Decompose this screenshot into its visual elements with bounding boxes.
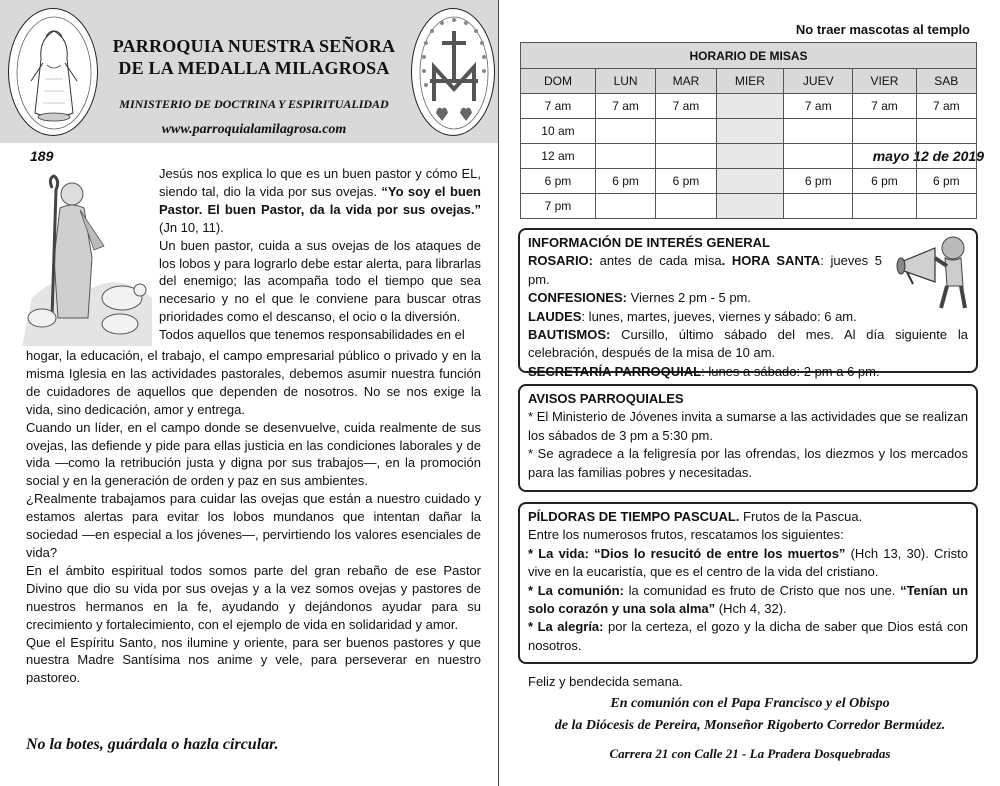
parish-address: Carrera 21 con Calle 21 - La Pradera Dosquebradas (609, 746, 891, 761)
reflection-paragraph-3-start: Todos aquellos que tenemos responsabilidades en el (159, 327, 465, 343)
communion-line-2: de la Diócesis de Pereira, Monseñor Rigoberto Corredor Bermúdez. (554, 718, 946, 733)
parish-title-line2: DE LA MEDALLA MILAGROSA (118, 58, 390, 78)
parish-notices-box (518, 384, 978, 492)
good-shepherd-image (22, 168, 156, 346)
schedule-row (521, 169, 977, 194)
page-divider (498, 0, 499, 786)
schedule-cell: 6 pm (656, 169, 716, 194)
schedule-cell (784, 119, 853, 144)
schedule-caption: HORARIO DE MISAS (521, 43, 977, 69)
schedule-cell (716, 119, 784, 144)
no-pets-notice: No traer mascotas al templo (795, 22, 970, 37)
schedule-row (521, 119, 977, 144)
easter-pills-intro: Entre los numerosos frutos, rescatamos los siguientes: (528, 527, 844, 543)
good-shepherd-icon (22, 168, 156, 346)
mass-schedule-table (520, 42, 977, 219)
schedule-cell: 6 pm (521, 169, 596, 194)
schedule-cell: 7 am (784, 94, 853, 119)
notice-item: * Se agradece a la feligresía por las ofrendas, los diezmos y los mercados para las familias pobres y necesitadas. (528, 446, 968, 480)
easter-pills-box (518, 502, 978, 664)
parish-title-line1: PARROQUIA NUESTRA SEÑORA (112, 36, 396, 56)
schedule-cell (784, 144, 853, 169)
schedule-cell (853, 194, 916, 219)
reflection-paragraph-7: Que el Espíritu Santo, nos ilumine y oriente, para ser buenos pastores y que nuestra Madre Santísima nos anime y vele, para perseverar en nuestro pastoreo. (26, 634, 481, 686)
schedule-cell (716, 144, 784, 169)
pill-item-comunion: * La comunión: la comunidad es fruto de Cristo que nos une. “Tenían un solo corazón y una sola alma” (Hch 4, 32). (528, 582, 969, 617)
info-laudes: LAUDES: lunes, martes, jueves, viernes y sábado: 6 am. (528, 308, 857, 324)
schedule-cell (784, 194, 853, 219)
communion-line-1: En comunión con el Papa Francisco y el Obispo (610, 696, 890, 711)
bulletin-header (0, 0, 498, 143)
cross-m-monogram-icon (412, 9, 495, 136)
schedule-cell: 10 am (521, 119, 596, 144)
schedule-row (521, 144, 977, 169)
reflection-paragraph-3-rest: hogar, la educación, el trabajo, el campo empresarial público o privado y en la misma Iglesia en las actividades pastorales, debemos asumir nuestra función de cuidadores de aquellos que dependen de nosotros. No se nos exige la vida, sino dedicación, amor y entrega. (26, 348, 481, 417)
medal-virgin-image (8, 8, 98, 136)
ministry-subtitle: MINISTERIO DE DOCTRINA Y ESPIRITUALIDAD (119, 97, 389, 111)
schedule-row (521, 194, 977, 219)
day-header: VIER (853, 69, 916, 94)
schedule-cell (716, 169, 784, 194)
scripture-quote: “Yo soy el buen Pastor. El buen Pastor, da la vida por sus ovejas.” (159, 183, 481, 217)
schedule-cell: 6 pm (853, 169, 916, 194)
schedule-cell: 12 am (521, 144, 596, 169)
bulletin-date: mayo 12 de 2019 (872, 148, 984, 164)
schedule-cell: 7 am (595, 94, 655, 119)
day-header: MIER (716, 69, 784, 94)
schedule-cell: 7 am (916, 94, 976, 119)
day-header: SAB (916, 69, 976, 94)
general-info-title: INFORMACIÓN DE INTERÉS GENERAL (528, 235, 770, 250)
info-rosario: ROSARIO: antes de cada misa. HORA SANTA: jueves 5 pm. (528, 253, 882, 287)
schedule-cell (716, 94, 784, 119)
schedule-cell (853, 144, 916, 169)
schedule-row (521, 94, 977, 119)
easter-pills-title: PÍLDORAS DE TIEMPO PASCUAL. Frutos de la Pascua. (528, 509, 863, 524)
medal-cross-m-image (411, 8, 495, 136)
day-header: MAR (656, 69, 716, 94)
schedule-cell (716, 194, 784, 219)
schedule-cell (595, 144, 655, 169)
reflection-body (26, 347, 481, 687)
info-secretaria: SECRETARÍA PARROQUIAL: lunes a sábado: 2 pm a 6 pm. (528, 363, 880, 379)
day-header: LUN (595, 69, 655, 94)
day-header: DOM (521, 69, 596, 94)
parish-website: www.parroquialamilagrosa.com (161, 122, 347, 137)
reflection-paragraph-5: ¿Realmente trabajamos para cuidar las ovejas que están a nuestro cuidado y estamos alertas para evitar los lobos mundanos que intentan dañar la sociedad —en especial a los jóvenes—, pervirtiendo los valores esenciales de vida? (26, 491, 481, 560)
schedule-cell (916, 119, 976, 144)
notice-item: * El Ministerio de Jóvenes invita a sumarse a las actividades que se realizan los sábados de 3 pm a 5:30 pm. (528, 409, 968, 443)
schedule-cell (656, 144, 716, 169)
schedule-cell: 6 pm (784, 169, 853, 194)
reflection-intro (159, 165, 481, 344)
virgin-mary-icon (9, 9, 98, 136)
schedule-days-row (521, 69, 977, 94)
schedule-cell (853, 119, 916, 144)
schedule-cell: 7 pm (521, 194, 596, 219)
reflection-paragraph-6: En el ámbito espiritual todos somos parte del gran rebaño de ese Pastor Divino que dio su vida por sus ovejas y a la vez somos ovejas y pastores de nuestros hermanos en la fe, ayudando y dejándonos ayudar para su crecimiento y fortalecimiento, con el ejemplo de vida en solidaridad y amor. (26, 562, 481, 632)
megaphone-icon (895, 232, 977, 310)
schedule-cell: 7 am (853, 94, 916, 119)
pill-item-alegria: * La alegría: por la certeza, el gozo y la dicha de saber que Dios está con nosotros. (528, 619, 968, 653)
schedule-cell (656, 194, 716, 219)
info-confesiones: CONFESIONES: Viernes 2 pm - 5 pm. (528, 290, 752, 306)
schedule-cell (916, 144, 976, 169)
pill-item-vida: * La vida: “Dios lo resucitó de entre los muertos” (Hch 13, 30). Cristo vive en la eucaristía, que es el centro de la vida del cristiano. (528, 545, 968, 580)
megaphone-figure-image (895, 232, 977, 310)
schedule-cell: 7 am (521, 94, 596, 119)
parish-notices-title: AVISOS PARROQUIALES (528, 391, 684, 406)
info-bautismos: BAUTISMOS: Cursillo, último sábado del mes. Al día siguiente la celebración, después de la misa de 10 am. (528, 327, 968, 361)
schedule-cell (656, 119, 716, 144)
schedule-cell: 6 pm (916, 169, 976, 194)
schedule-cell: 6 pm (595, 169, 655, 194)
keep-bulletin-note: No la botes, guárdala o hazla circular. (26, 736, 279, 753)
schedule-cell (595, 194, 655, 219)
reflection-paragraph-2: Un buen pastor, cuida a sus ovejas de los ataques de los lobos y para lograrlo debe estar alerta, para librarlas del enemigo; las acompaña todo el tiempo que sea necesario y no el que le conviene para buscar otras prioridades como el descanso, el ocio o la diversión. (159, 237, 481, 325)
closing-greeting: Feliz y bendecida semana. (528, 674, 683, 689)
schedule-cell (916, 194, 976, 219)
reflection-paragraph-4: Cuando un líder, en el campo donde se desenvuelve, cuida realmente de sus ovejas, las defiende y pide para ellas justicia en las condiciones laborales y de vida —como la retribución justa y digna por sus trabajos—, en la promoción social y en la generación de orden y paz en sus ambientes. (26, 419, 481, 489)
schedule-cell: 7 am (656, 94, 716, 119)
schedule-cell (595, 119, 655, 144)
reflection-paragraph-1: Jesús nos explica lo que es un buen pastor y cómo EL, siendo tal, dio la vida por sus ovejas. “Yo soy el buen Pastor. El buen Pastor, da la vida por sus ovejas.” (Jn 10, 11). (159, 166, 481, 235)
issue-number: 189 (30, 148, 54, 164)
day-header: JUEV (784, 69, 853, 94)
